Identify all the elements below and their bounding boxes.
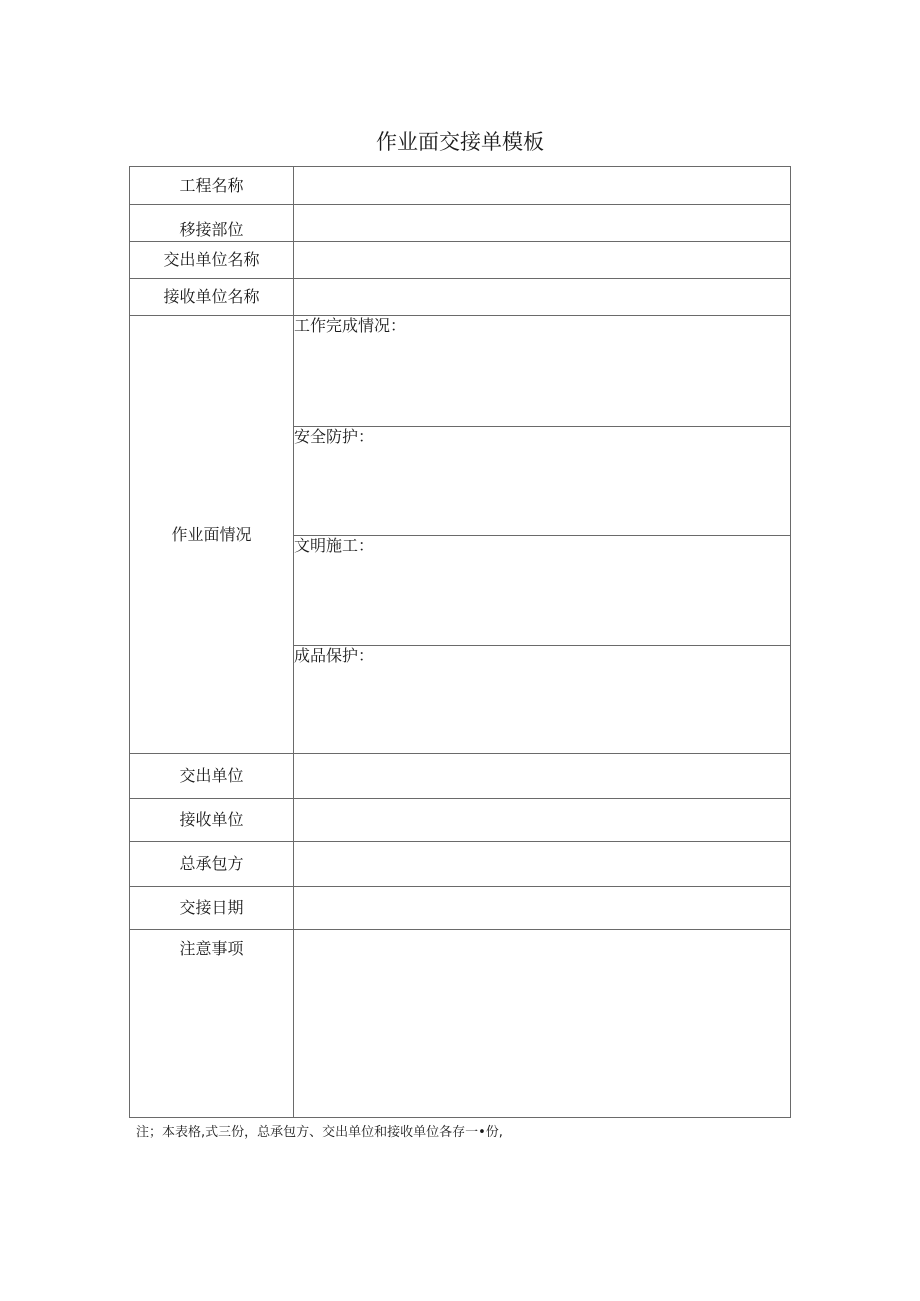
field-safety[interactable]: 安全防护： — [294, 427, 791, 536]
label-handing-unit-name: 交出单位名称 — [130, 242, 294, 279]
table-row-general-contractor — [130, 842, 791, 887]
table-row-receiving-unit-name — [130, 279, 791, 316]
label-receiving-unit: 接收单位 — [130, 799, 294, 842]
table-row-handing-unit-name — [130, 242, 791, 279]
label-handover-part: 移接部位 — [130, 205, 294, 242]
field-civilized[interactable]: 文明施工： — [294, 536, 791, 646]
table-row-handing-unit — [130, 754, 791, 799]
value-notes[interactable] — [294, 930, 791, 1118]
value-project-name[interactable] — [294, 167, 791, 205]
label-project-name: 工程名称 — [130, 167, 294, 205]
value-receiving-unit-name[interactable] — [294, 279, 791, 316]
label-handover-date: 交接日期 — [130, 887, 294, 930]
field-completion[interactable]: 工作完成情况： — [294, 316, 791, 427]
value-handing-unit-name[interactable] — [294, 242, 791, 279]
value-handover-part[interactable] — [294, 205, 791, 242]
table-row-project-name — [130, 167, 791, 205]
label-work-surface: 作业面情况 — [130, 316, 294, 754]
table-row-handover-date — [130, 887, 791, 930]
table-row-work-surface — [130, 316, 791, 427]
value-handing-unit[interactable] — [294, 754, 791, 799]
label-handing-unit: 交出单位 — [130, 754, 294, 799]
page-title: 作业面交接单模板 — [376, 130, 544, 154]
field-protection[interactable]: 成品保护： — [294, 646, 791, 754]
label-notes: 注意事项 — [130, 930, 294, 1118]
table-row-handover-part — [130, 205, 791, 242]
value-receiving-unit[interactable] — [294, 799, 791, 842]
footnote: 注；本表格,式三份，总承包方、交出单位和接收单位各存一•份, — [136, 1125, 503, 1140]
handover-form-table — [129, 166, 791, 1118]
table-row-receiving-unit — [130, 799, 791, 842]
label-receiving-unit-name: 接收单位名称 — [130, 279, 294, 316]
value-handover-date[interactable] — [294, 887, 791, 930]
label-general-contractor: 总承包方 — [130, 842, 294, 887]
table-row-notes — [130, 930, 791, 1118]
value-general-contractor[interactable] — [294, 842, 791, 887]
